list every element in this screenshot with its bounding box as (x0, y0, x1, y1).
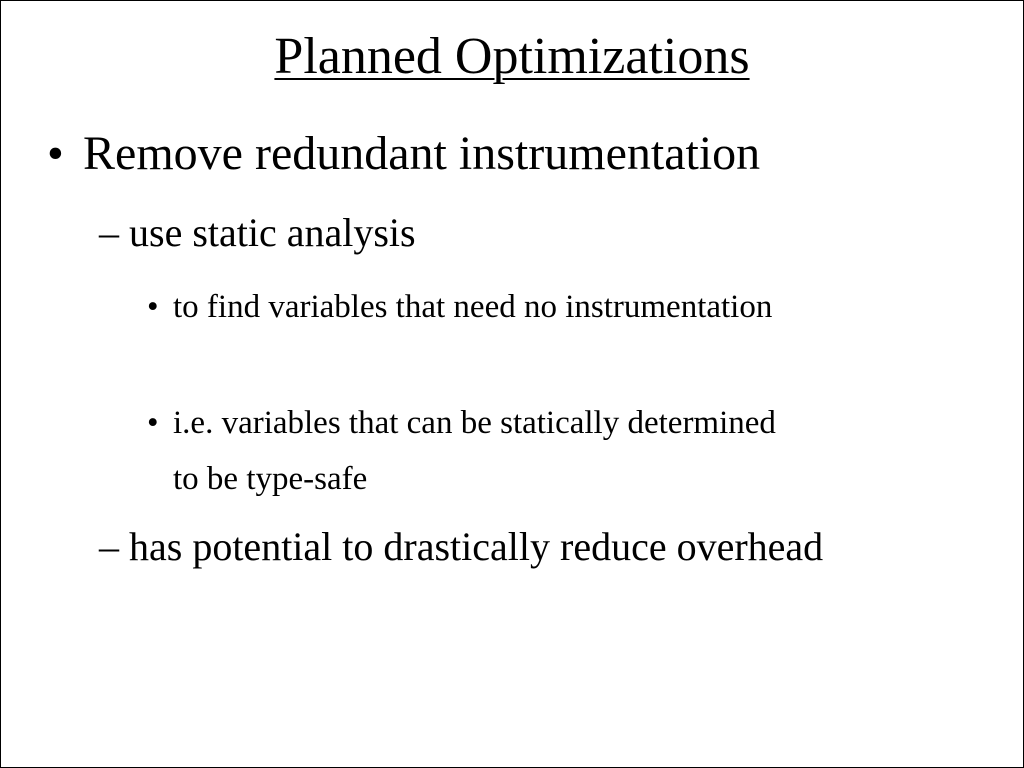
bullet-text: has potential to drastically reduce overhead (129, 524, 824, 569)
bullet-level2-reduce-overhead (99, 518, 859, 576)
bullet-level3-find-variables (147, 279, 787, 335)
dash-icon: – (99, 210, 119, 255)
bullet-text: i.e. variables that can be statically determined to be type-safe (173, 405, 776, 497)
bullet-text: use static analysis (129, 210, 416, 255)
slide-title: Planned Optimizations (274, 28, 750, 85)
bullet-level3-type-safe (147, 395, 807, 507)
bullet-level1-remove-instrumentation (47, 123, 987, 185)
bullet-text: to find variables that need no instrumentation (173, 289, 773, 325)
bullet-dot-icon: • (147, 405, 159, 441)
bullet-dot-icon: • (147, 289, 159, 325)
dash-icon: – (99, 524, 119, 569)
bullet-text: Remove redundant instrumentation (83, 127, 761, 180)
bullet-level2-static-analysis (99, 207, 979, 259)
bullet-dot-icon: • (47, 127, 64, 180)
